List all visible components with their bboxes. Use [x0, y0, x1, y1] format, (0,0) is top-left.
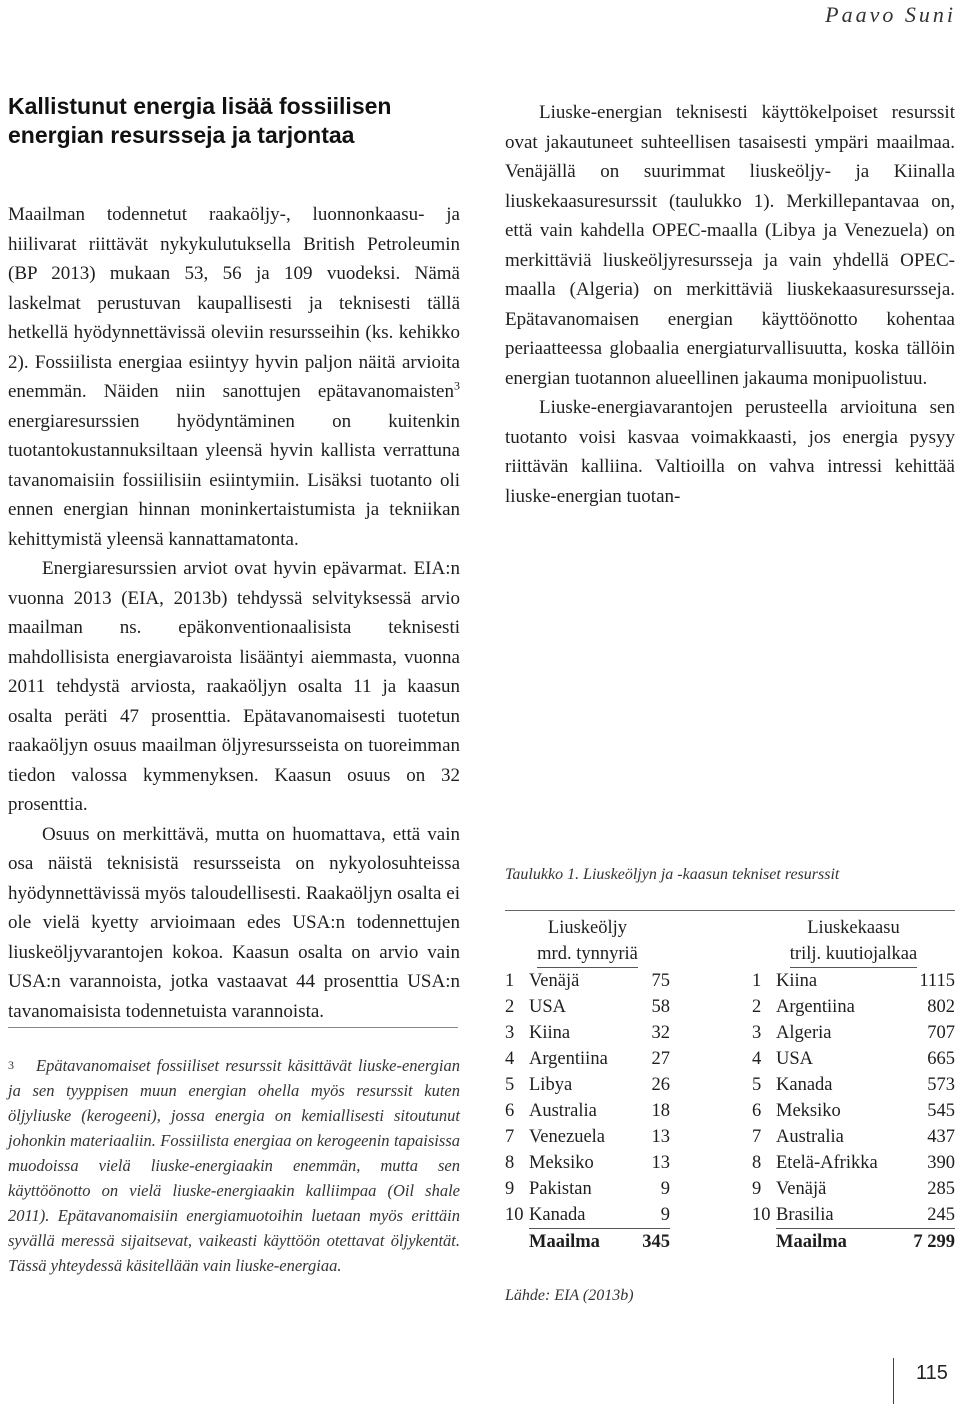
table-caption: Taulukko 1. Liuskeöljyn ja -kaasun tekniset resurssit	[505, 866, 840, 883]
table-row	[752, 968, 955, 994]
shale-gas-unit-wrap	[752, 941, 955, 968]
rank-cell: 3	[752, 1023, 762, 1043]
value-cell: 707	[927, 1023, 955, 1043]
country-cell: Venäjä	[529, 971, 580, 991]
rank-cell: 2	[752, 997, 762, 1017]
country-cell: Venezuela	[529, 1127, 606, 1147]
country-cell: USA	[776, 1049, 814, 1069]
table-row	[752, 1124, 955, 1150]
table-top-rule	[505, 910, 955, 911]
shale-gas-rows	[752, 968, 955, 1228]
shale-gas-total-row	[752, 1228, 955, 1255]
total-rank-spacer	[752, 1228, 776, 1255]
table-row	[505, 1176, 670, 1202]
table-row	[752, 1072, 955, 1098]
shale-oil-unit-wrap	[505, 941, 670, 968]
value-cell: 9	[660, 1179, 670, 1199]
value-cell: 285	[927, 1179, 955, 1199]
rank-cell: 7	[505, 1127, 515, 1147]
paragraph-1-text-end: energiaresurssien hyödyntäminen on kuitenkin tuotantokustannuksiltaan yleensä hyvin kallista verrattuna tavanomaisiin fossiilisiin esiintymiin. Lisäksi tuotanto oli ennen energian hinnan moninkertaistumista ja tekniikan kehittymistä yleensä kannattamatonta.	[8, 410, 460, 550]
rank-cell: 7	[752, 1127, 762, 1147]
shale-gas-unit: trilj. kuutiojalkaa	[790, 941, 917, 968]
table-row	[505, 994, 670, 1020]
value-cell: 390	[927, 1153, 955, 1173]
table-row	[505, 1098, 670, 1124]
left-column	[8, 92, 460, 1026]
value-cell: 26	[651, 1075, 670, 1095]
country-cell: Kiina	[529, 1023, 571, 1043]
country-cell: Meksiko	[776, 1101, 841, 1121]
rank-cell: 5	[505, 1075, 515, 1095]
rank-cell: 9	[505, 1179, 515, 1199]
table-row	[752, 1150, 955, 1176]
rank-cell: 6	[752, 1101, 762, 1121]
footnote-mark: 3	[8, 1058, 14, 1072]
country-cell: Etelä-Afrikka	[776, 1153, 878, 1173]
value-cell: 9	[660, 1205, 670, 1225]
value-cell: 58	[651, 997, 670, 1017]
rank-cell: 2	[505, 997, 515, 1017]
shale-gas-title: Liuskekaasu	[807, 918, 900, 938]
value-cell: 802	[927, 997, 955, 1017]
footnote	[8, 1053, 460, 1278]
country-cell: Kanada	[776, 1075, 833, 1095]
right-column	[505, 98, 955, 511]
table-row	[505, 1150, 670, 1176]
country-cell: Argentiina	[776, 997, 855, 1017]
table-row	[505, 968, 670, 994]
table-row	[505, 1202, 670, 1228]
shale-oil-title: Liuskeöljy	[547, 918, 628, 938]
paragraph-4: Liuske-energian teknisesti käyttökelpoiset resurssit ovat jakautuneet suhteellisen tasaisesti ympäri maailmaa. Venäjällä on suurimmat liuskeöljy- ja Kiinalla liuskekaasuresurssit (taulukko 1). Merkillepantavaa on, että vain kahdella OPEC-maalla (Libya ja Venezuela) on merkittäviä liuskeöljyresursseja ja vain yhdellä OPEC-maalla (Algeria) on merkittäviä liuskekaasuresursseja. Epätavanomaisen energian käyttöönotto kohentaa periaatteessa globaalia energiaturvallisuutta, koska tällöin energian tuotannon alueellinen jakauma monipuolistuu.	[505, 102, 955, 389]
table-row	[752, 1020, 955, 1046]
country-cell: Kanada	[529, 1205, 586, 1225]
table-row	[752, 1202, 955, 1228]
shale-oil-total-row	[505, 1228, 670, 1255]
country-cell: Kiina	[776, 971, 818, 991]
country-cell: USA	[529, 997, 567, 1017]
value-cell: 437	[927, 1127, 955, 1147]
paragraph-2: Energiaresurssien arviot ovat hyvin epävarmat. EIA:n vuonna 2013 (EIA, 2013b) tehdyssä selvityksessä arvio maailman ns. epäkonventionaalisista teknisesti mahdollisista energiavaroista lisääntyi aiemmasta, vuonna 2011 tehdystä arviosta, raakaöljyn osalta 11 ja kaasun osalta peräti 47 prosenttia. Epätavanomaisesti tuotetun raakaöljyn osuus maailman öljyresursseista on tuoreimman tiedon valossa kymmenyksen. Kaasun osuus on 32 prosenttia.	[8, 558, 460, 815]
value-cell: 245	[927, 1205, 955, 1225]
rank-cell: 9	[752, 1179, 762, 1199]
total-value: 345	[620, 1228, 670, 1255]
country-cell: Libya	[529, 1075, 573, 1095]
value-cell: 27	[651, 1049, 670, 1069]
table-row	[752, 1176, 955, 1202]
table-row	[505, 1020, 670, 1046]
value-cell: 13	[651, 1153, 670, 1173]
table-row	[752, 994, 955, 1020]
value-cell: 665	[927, 1049, 955, 1069]
rank-cell: 8	[752, 1153, 762, 1173]
value-cell: 75	[651, 971, 670, 991]
shale-gas-table	[752, 915, 955, 1255]
section-heading: Kallistunut energia lisää fossiilisen energian resursseja ja tarjontaa	[8, 93, 392, 148]
rank-cell: 4	[505, 1049, 515, 1069]
value-cell: 32	[651, 1023, 670, 1043]
value-cell: 13	[651, 1127, 670, 1147]
country-cell: Meksiko	[529, 1153, 594, 1173]
table-source: Lähde: EIA (2013b)	[505, 1287, 634, 1304]
total-rank-spacer	[505, 1228, 529, 1255]
country-cell: Australia	[529, 1101, 597, 1121]
rank-cell: 10	[505, 1205, 524, 1225]
rank-cell: 1	[505, 971, 515, 991]
table-row	[752, 1098, 955, 1124]
rank-cell: 4	[752, 1049, 762, 1069]
value-cell: 573	[927, 1075, 955, 1095]
paragraph-1	[8, 200, 460, 554]
shale-oil-table	[505, 915, 670, 1255]
shale-oil-rows	[505, 968, 670, 1228]
total-label: Maailma	[776, 1228, 899, 1255]
table-row	[752, 1046, 955, 1072]
rank-cell: 1	[752, 971, 762, 991]
footnote-text: Epätavanomaiset fossiiliset resurssit käsittävät liuske-energian ja sen tyyppisen muun energian ohella myös resurssit kuten öljyliuske (kerogeeni), jossa energia on kemiallisesti sitoutunut johonkin materiaaliin. Fossiilista energiaa on kerogeenin tapaisissa muodoissa vielä liuske-energiaakin enemmän, mutta sen käyttöönotto on vielä liuske-energiaakin kalliimpaa (Oil shale 2011). Epätavanomaisiin energiamuotoihin luetaan myös erittäin syvällä meressä sijaitsevat, vaikeasti käyttöön otettavat öljykentät. Tässä yhteydessä käsitellään vain liuske-energiaa.	[8, 1056, 460, 1275]
footnote-divider	[8, 1027, 458, 1028]
country-cell: Algeria	[776, 1023, 832, 1043]
table-row	[505, 1072, 670, 1098]
rank-cell: 6	[505, 1101, 515, 1121]
page-number-divider	[893, 1358, 894, 1404]
table-row	[505, 1046, 670, 1072]
paragraph-1-text: Maailman todennetut raakaöljy-, luonnonkaasu- ja hiilivarat riittävät nykykulutuksella British Petroleumin (BP 2013) mukaan 53, 56 ja 109 vuodeksi. Nämä laskelmat perustuvan kaupallisesti ja teknisesti tällä hetkellä hyödynnettävissä oleviin resursseihin (ks. kehikko 2). Fossiilista energiaa esiintyy hyvin paljon näitä arvioita enemmän. Näiden niin sanottujen epätavanomaisten	[8, 204, 460, 402]
rank-cell: 8	[505, 1153, 515, 1173]
table-row	[505, 1124, 670, 1150]
author-name: Paavo Suni	[825, 2, 956, 27]
footnote-ref[interactable]: 3	[454, 378, 460, 393]
value-cell: 1115	[919, 971, 955, 991]
total-value: 7 299	[899, 1228, 955, 1255]
country-cell: Pakistan	[529, 1179, 592, 1199]
country-cell: Australia	[776, 1127, 844, 1147]
page-number: 115	[916, 1362, 948, 1384]
total-label: Maailma	[529, 1228, 620, 1255]
rank-cell: 10	[752, 1205, 771, 1225]
country-cell: Argentiina	[529, 1049, 608, 1069]
country-cell: Venäjä	[776, 1179, 827, 1199]
rank-cell: 5	[752, 1075, 762, 1095]
value-cell: 545	[927, 1101, 955, 1121]
paragraph-5: Liuske-energiavarantojen perusteella arvioituna sen tuotanto voisi kasvaa voimakkaasti, jos energia pysyy riittävän kalliina. Valtioilla on vahva intressi kehittää liuske-energian tuotan-	[505, 397, 955, 507]
value-cell: 18	[651, 1101, 670, 1121]
rank-cell: 3	[505, 1023, 515, 1043]
paragraph-3: Osuus on merkittävä, mutta on huomattava, että vain osa näistä teknisistä resursseista on nykyolosuhteissa hyödynnettävissä myös taloudellisesti. Raakaöljyn osalta ei ole vielä kyetty arvioimaan edes USA:n todennettujen liuskeöljyvarantojen kokoa. Kaasun osalta on arvio vain USA:n varannoista, jotka vastaavat 44 prosenttia USA:n tavanomaisista todennetuista varannoista.	[8, 823, 460, 1022]
shale-oil-unit: mrd. tynnyriä	[537, 941, 638, 968]
country-cell: Brasilia	[776, 1205, 834, 1225]
